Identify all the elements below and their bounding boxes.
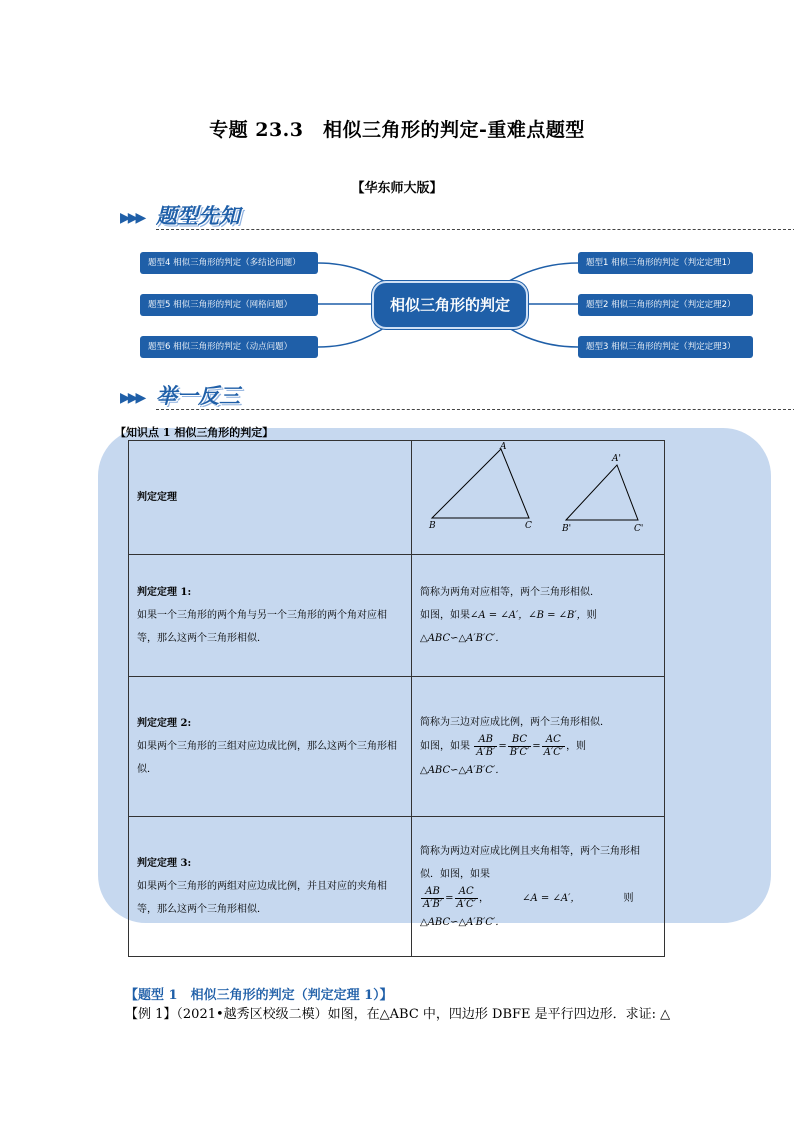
table-row [129, 555, 665, 677]
table-row [129, 817, 665, 957]
table-row [129, 677, 665, 817]
mindmap-node-type5[interactable]: 题型5 相似三角形的判定（网格问题） [140, 294, 318, 316]
theorem-3-explain [412, 817, 665, 957]
theorem-2-name: 判定定理 2: [137, 718, 192, 729]
theorem-1-explain [412, 555, 665, 677]
condition-angles: ∠A = ∠A′，∠B = ∠B′， [470, 610, 587, 621]
theorem-2-brief: 简称为三边对应成比例，两个三角形相似． [420, 717, 610, 728]
condition-angle: ∠A = ∠A′， [522, 892, 581, 904]
mindmap-node-type6[interactable]: 题型6 相似三角形的判定（动点问题） [140, 336, 318, 358]
table-row [129, 441, 665, 555]
fraction-ab: $\frac{AB}{A'B'}$ [476, 734, 496, 758]
similar-triangles-figure [412, 441, 680, 545]
theorem-3-desc: 如果两个三角形的两组对应边成比例，并且对应的夹角相等，那么这两个三角形相似． [137, 881, 387, 915]
theorem-3-cell [129, 817, 412, 957]
header-label: 判定定理 [129, 441, 412, 555]
theorem-3-brief: 简称为两边对应成比例且夹角相等，两个三角形相似．如图，如果 [420, 845, 640, 880]
theorem-1-conclusion: △ABC∽△A′B′C′． [420, 633, 506, 644]
fraction-bc: $\frac{BC}{B'C'}$ [509, 734, 530, 758]
type1-heading: 【题型 1 相似三角形的判定（判定定理 1）】 [125, 988, 393, 1003]
mindmap-node-type2[interactable]: 题型2 相似三角形的判定（判定定理2） [578, 294, 753, 316]
vertex-label-a-prime: A' [612, 454, 621, 464]
section-overview-title: 题型先知 [156, 203, 240, 228]
triple-arrow-icon: ▶▶▶ [120, 390, 144, 406]
theorem-1-cell [129, 555, 412, 677]
triangle-abc [432, 449, 529, 518]
condition-prefix: 如图，如果 [420, 741, 470, 752]
condition-suffix: ，则 [566, 741, 587, 752]
example-1-text: 【例 1】（2021•越秀区校级二模）如图，在△ABC 中，四边形 DBFE 是平行四边形．求证: △ [125, 1007, 671, 1022]
condition-prefix: 如图，如果 [420, 610, 470, 621]
theorem-2-explain [412, 677, 665, 817]
mindmap-node-type4[interactable]: 题型4 相似三角形的判定（多结论问题） [140, 252, 318, 274]
section-practice-title: 举一反三 [156, 383, 240, 408]
theorem-2-desc: 如果两个三角形的三组对应边成比例，那么这两个三角形相似． [137, 741, 397, 775]
theorem-2-conclusion: △ABC∽△A′B′C′． [420, 765, 506, 776]
vertex-label-c: C [525, 521, 532, 531]
fraction-ab: $\frac{AB}{A'B'}$ [423, 885, 443, 910]
mindmap-node-type1[interactable]: 题型1 相似三角形的判定（判定定理1） [578, 252, 753, 274]
mindmap-center-node[interactable]: 相似三角形的判定 [372, 281, 528, 329]
section-practice-header [120, 378, 794, 410]
mindmap-node-type3[interactable]: 题型3 相似三角形的判定（判定定理3） [578, 336, 753, 358]
theorem-1-name: 判定定理 1: [137, 587, 192, 598]
dashed-divider [156, 409, 794, 410]
theorem-1-condition [420, 604, 656, 627]
theorem-3-condition: $\frac{AB}{A'B'}$ = $\frac{AC}{A'C'}$ ， ∠A = ∠A′， 则 [423, 885, 634, 910]
edition-label: 【华东师大版】 [351, 181, 443, 196]
triple-arrow-icon: ▶▶▶ [120, 210, 144, 226]
fraction-ac: $\frac{AC}{A'C'}$ [543, 734, 564, 758]
triangle-a-prime [566, 465, 638, 520]
theorem-2-cell [129, 677, 412, 817]
vertex-label-c-prime: C' [634, 524, 644, 534]
knowledge-title: 【知识点 1 相似三角形的判定】 [115, 426, 274, 439]
theorem-3-conclusion: △ABC∽△A′B′C′． [420, 916, 506, 928]
fraction-ac: $\frac{AC}{A'C'}$ [456, 885, 476, 910]
page-title: 专题 23.3 相似三角形的判定-重难点题型 [209, 119, 585, 141]
theorem-1-brief: 简称为两角对应相等，两个三角形相似． [420, 587, 600, 598]
knowledge-table [128, 440, 665, 957]
vertex-label-b-prime: B' [562, 524, 572, 534]
condition-suffix: 则 [623, 892, 634, 904]
theorem-3-name: 判定定理 3: [137, 858, 192, 869]
vertex-label-b: B [429, 521, 436, 531]
theorem-1-desc: 如果一个三角形的两个角与另一个三角形的两个角对应相等，那么这两个三角形相似． [137, 610, 387, 644]
condition-suffix: 则 [586, 610, 597, 621]
triangle-figure-cell [412, 441, 665, 555]
vertex-label-a: A [500, 442, 507, 452]
theorem-2-condition: 如图，如果 $\frac{AB}{A'B'}$ = $\frac{BC}{B'C'}$ = $\frac{AC}{A'C'}$ ，则 [420, 734, 587, 758]
